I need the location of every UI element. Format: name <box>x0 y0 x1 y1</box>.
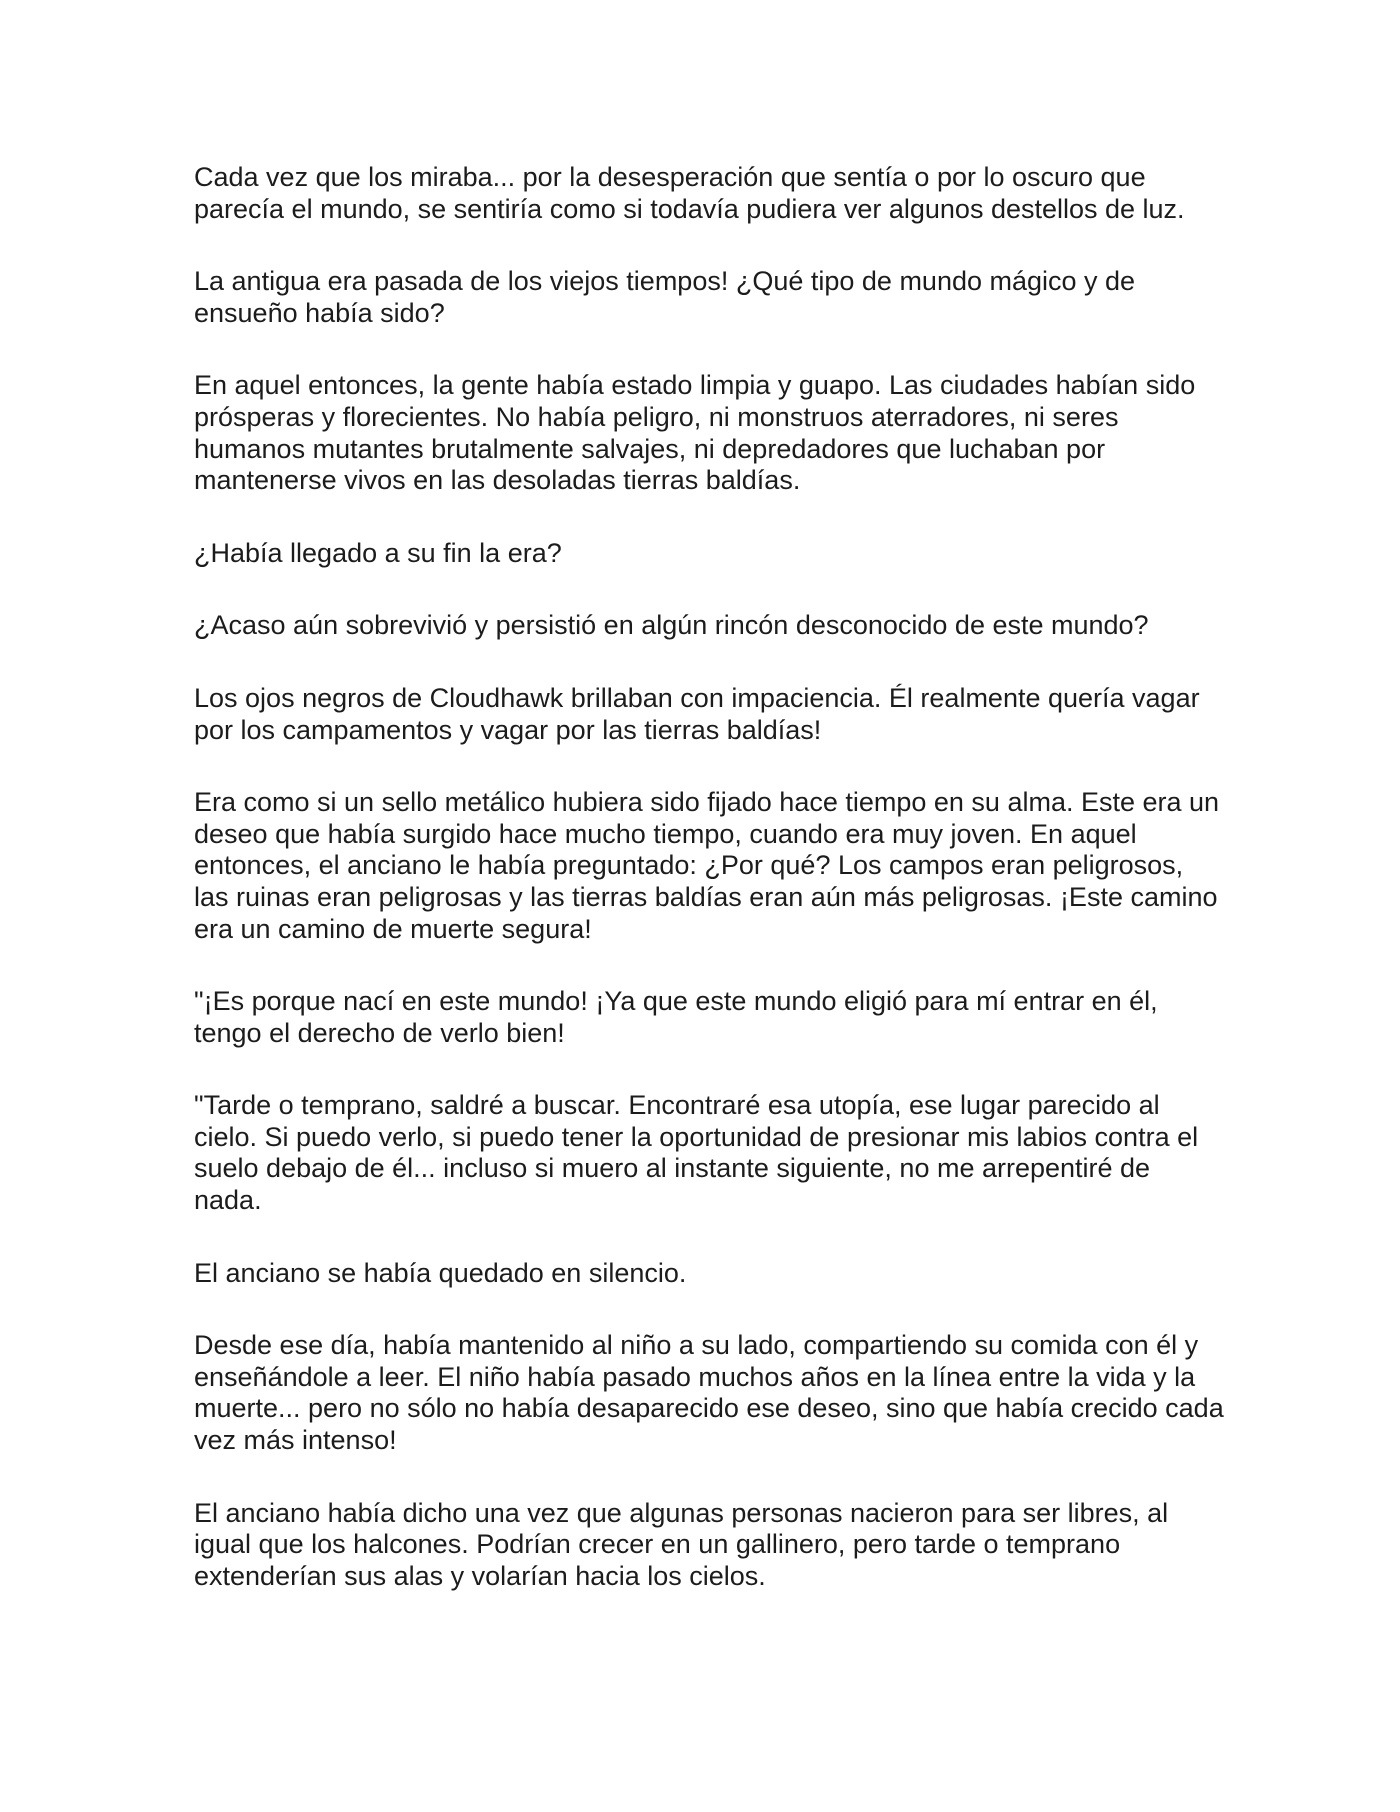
paragraph: La antigua era pasada de los viejos tiempos! ¿Qué tipo de mundo mágico y de ensueño había sido? <box>194 266 1136 328</box>
paragraph: En aquel entonces, la gente había estado limpia y guapo. Las ciudades habían sido prósperas y florecientes. No había peligro, ni monstruos aterradores, ni seres humanos mutantes brutalmente salvajes, ni depredadores que luchaban por mantenerse vivos en las desoladas tierras baldías. <box>194 370 1196 496</box>
paragraph: Era como si un sello metálico hubiera sido fijado hace tiempo en su alma. Este era un deseo que había surgido hace mucho tiempo, cuando era muy joven. En aquel entonces, el anciano le había preguntado: ¿Por qué? Los campos eran peligrosos, las ruinas eran peligrosas y las tierras baldías eran aún más peligrosas. ¡Este camino era un camino de muerte segura! <box>194 787 1220 944</box>
paragraph: ¿Había llegado a su fin la era? <box>194 537 562 568</box>
document-body <box>194 162 1224 1633</box>
paragraph: Los ojos negros de Cloudhawk brillaban con impaciencia. Él realmente quería vagar por los campamentos y vagar por las tierras baldías! <box>194 682 1200 745</box>
paragraph: ¿Acaso aún sobrevivió y persistió en algún rincón desconocido de este mundo? <box>194 610 1149 641</box>
paragraph: El anciano había dicho una vez que algunas personas nacieron para ser libres, al igual que los halcones. Podrían crecer en un gallinero, pero tarde o temprano extenderían sus alas y volarían hacia los cielos. <box>194 1497 1169 1591</box>
paragraph: "¡Es porque nací en este mundo! ¡Ya que este mundo eligió para mí entrar en él, tengo el derecho de verlo bien! <box>194 986 1158 1048</box>
paragraph: Desde ese día, había mantenido al niño a su lado, compartiendo su comida con él y enseñándole a leer. El niño había pasado muchos años en la línea entre la vida y la muerte... pero no sólo no había desaparecido ese deseo, sino que había crecido cada vez más intenso! <box>194 1330 1224 1456</box>
paragraph: "Tarde o temprano, saldré a buscar. Encontraré esa utopía, ese lugar parecido al cielo. Si puedo verlo, si puedo tener la oportunidad de presionar mis labios contra el suelo debajo de él... incluso si muero al instante siguiente, no me arrepentiré de nada. <box>194 1090 1199 1216</box>
paragraph: El anciano se había quedado en silencio. <box>194 1257 687 1288</box>
paragraph: Cada vez que los miraba... por la desesperación que sentía o por lo oscuro que parecía el mundo, se sentiría como si todavía pudiera ver algunos destellos de luz. <box>194 162 1185 224</box>
